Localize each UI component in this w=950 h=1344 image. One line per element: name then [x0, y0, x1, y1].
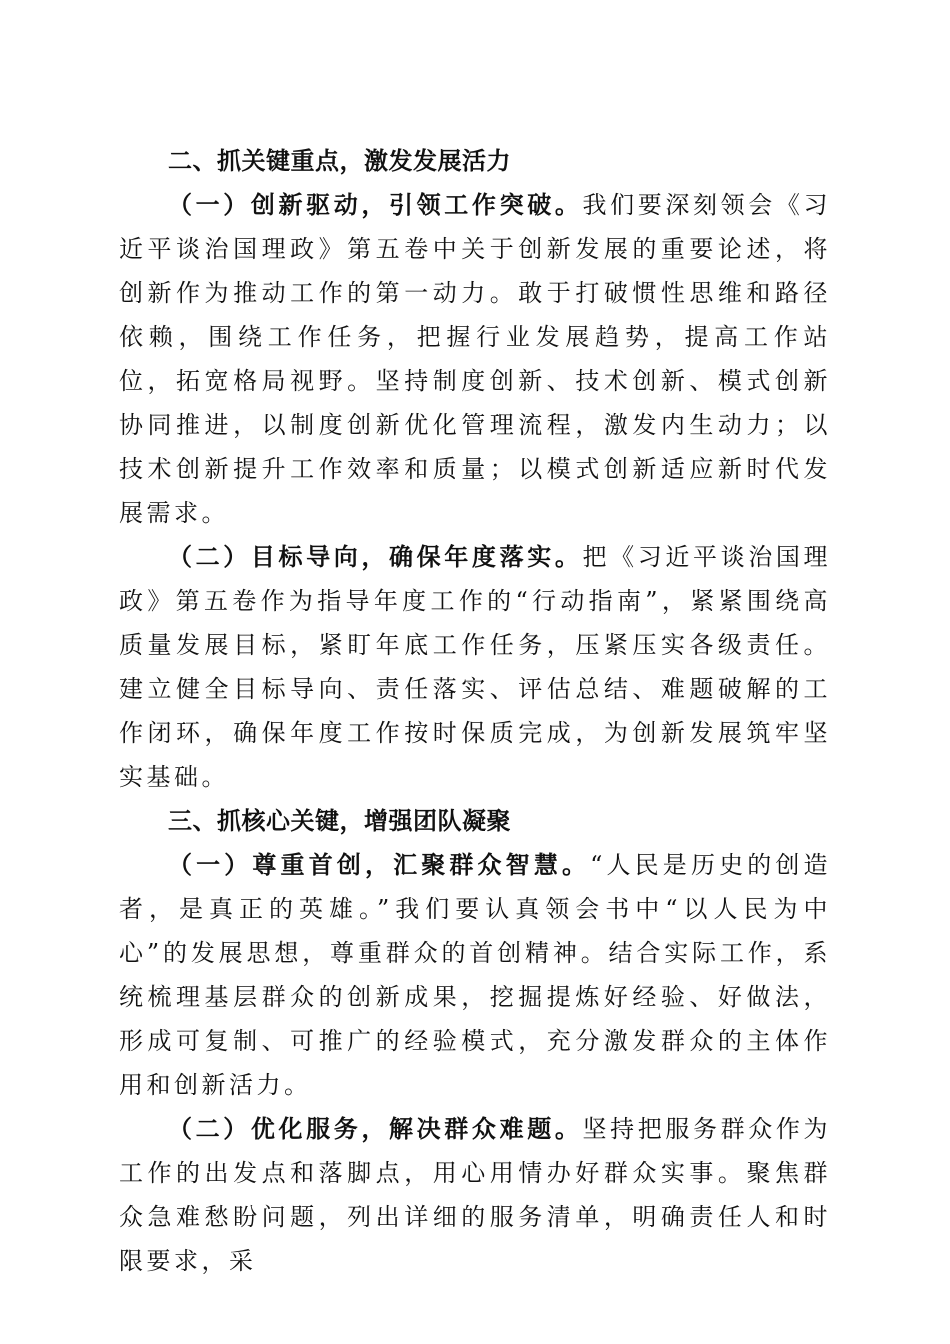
- paragraph-text: 坚持把服务群众作为工作的出发点和落脚点，用心用情办好群众实事。聚焦群众急难愁盼问题，列出详细的服务清单，明确责任人和时限要求，采: [119, 1115, 832, 1275]
- subheading-goal-oriented: （二）目标导向，确保年度落实。: [168, 543, 583, 571]
- subheading-respect-initiative: （一）尊重首创，汇聚群众智慧。: [168, 851, 591, 879]
- paragraph-text: “人民是历史的创造者，是真正的英雄。”我们要认真领会书中“以人民为中心”的发展思想，尊重群众的首创精神。结合实际工作，系统梳理基层群众的创新成果，挖掘提炼好经验、好做法，形成可复制、可推广的经验模式，充分激发群众的主体作用和创新活力。: [119, 851, 831, 1099]
- paragraph-innovation: [119, 183, 831, 535]
- paragraph-goal-oriented: [119, 535, 831, 799]
- section-heading-2: 二、抓关键重点，激发发展活力: [168, 147, 511, 175]
- subheading-innovation: （一）创新驱动，引领工作突破。: [168, 191, 583, 219]
- document-body: [119, 139, 831, 1283]
- subheading-optimize-service: （二）优化服务，解决群众难题。: [168, 1115, 583, 1143]
- paragraph-optimize-service: [119, 1107, 831, 1283]
- paragraph-text: 把《习近平谈治国理政》第五卷作为指导年度工作的“行动指南”，紧紧围绕高质量发展目标，紧盯年底工作任务，压紧压实各级责任。建立健全目标导向、责任落实、评估总结、难题破解的工作闭环，确保年度工作按时保质完成，为创新发展筑牢坚实基础。: [119, 543, 832, 791]
- section-heading-3: 三、抓核心关键，增强团队凝聚: [168, 807, 511, 835]
- paragraph-text: 我们要深刻领会《习近平谈治国理政》第五卷中关于创新发展的重要论述，将创新作为推动工作的第一动力。敢于打破惯性思维和路径依赖，围绕工作任务，把握行业发展趋势，提高工作站位，拓宽格局视野。坚持制度创新、技术创新、模式创新协同推进，以制度创新优化管理流程，激发内生动力；以技术创新提升工作效率和质量；以模式创新适应新时代发展需求。: [119, 191, 832, 527]
- paragraph-respect-initiative: [119, 843, 831, 1107]
